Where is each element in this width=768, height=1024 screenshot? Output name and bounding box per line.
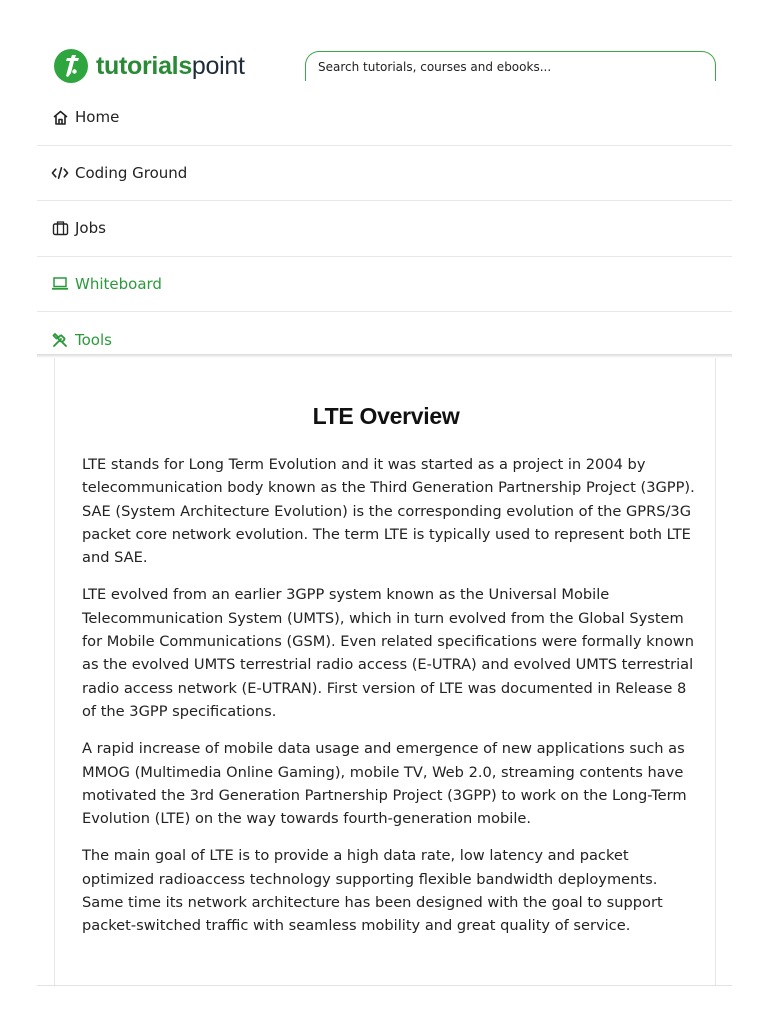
laptop-icon [51,275,69,293]
nav-item-whiteboard[interactable] [37,257,732,313]
article-paragraph: The main goal of LTE is to provide a high data rate, low latency and packet optimized radioaccess technology supporting flexible bandwidth deployments. Same time its network architecture has been designed with the goal to support packet-switched traffic with seamless mobility and great quality of service. [82,847,663,935]
article-paragraph: A rapid increase of mobile data usage and emergence of new applications such as MMOG (Multimedia Online Gaming), mobile TV, Web 2.0, streaming contents have motivated the 3rd Generation Partnership Project (3GPP) to work on the Long-Term Evolution (LTE) on the way towards fourth-generation mobile. [82,740,687,828]
article-body [82,453,702,952]
nav-item-home[interactable] [37,90,732,146]
article-paragraph: LTE evolved from an earlier 3GPP system known as the Universal Mobile Telecommunication System (UMTS), which in turn evolved from the Global System for Mobile Communications (GSM). Even related specifications were formally known as the evolved UMTS terrestrial radio access (E-UTRA) and evolved UMTS terrestrial radio access network (E-UTRAN). First version of LTE was documented in Release 8 of the 3GPP specifications. [82,586,694,720]
logo-text-part1: tutorials [96,52,192,80]
nav-item-coding-ground[interactable] [37,146,732,202]
nav-item-label: Home [75,108,120,127]
logo-text-part2: point [191,52,245,80]
nav-item-label: Jobs [75,219,106,238]
content-card [54,358,716,986]
page-title: LTE Overview [312,403,460,429]
page-frame [37,38,732,986]
search-box [305,51,716,81]
logo[interactable] [54,48,245,84]
article-paragraph: LTE stands for Long Term Evolution and it was started as a project in 2004 by telecommunication body known as the Third Generation Partnership Project (3GPP). SAE (System Architecture Evolution) is the corresponding evolution of the GPRS/3G packet core network evolution. The term LTE is typically used to represent both LTE and SAE. [82,456,695,567]
briefcase-icon [51,219,69,237]
code-icon [51,164,69,182]
nav-item-jobs[interactable] [37,201,732,257]
logo-text [96,51,245,81]
home-icon [51,108,69,126]
nav-item-label: Coding Ground [75,163,188,182]
main-nav [37,90,732,368]
tools-icon [51,331,69,349]
content-card-bottom-border [37,985,732,986]
nav-item-label: Tools [75,330,112,349]
search-input[interactable] [318,56,698,78]
tutorialspoint-logo-icon [54,49,88,83]
nav-item-label: Whiteboard [75,274,162,293]
header [37,38,732,96]
